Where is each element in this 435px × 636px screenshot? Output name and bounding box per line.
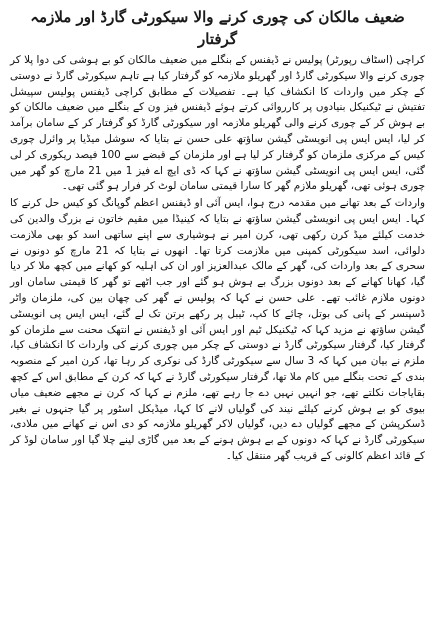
paragraph: واردات کے بعد تھانے میں مقدمہ درج ہوا، ایس آئی او ڈیفنس اعظم گوپانگ کو کیس حل کرنے کا کہا۔ ایس ایس پی انویسٹی گیشن ساؤتھ نے بتایا کہ کینیڈا میں مقیم خاتون نے بزرگ والدین کی خدمت کیلئے میڈ کرن رکھی تھی، کرن امیر نے ہوشیاری سے اپنے ساتھی اسد کو بھی ملازمت دلوائی، اسد سیکورٹی کمپنی میں ملازمت کرتا تھا۔ انھوں نے بتایا کہ 21 مارچ کو دونوں نے سحری کے بعد واردات کی، گھر کے مالک عبدالعزیز اور ان کی اہلیہ کو کھانے میں کچھ ملا کر دیا گیا، کھانا کھانے کے بعد دونوں بزرگ بے ہوش ہو گئے اور جب اٹھے تو گھر کا قیمتی سامان اور دونوں ملازم غائب تھے۔ علی حسن نے کہا کہ پولیس نے گھر کی چھان بین کی، ملزمان واٹر ڈسپنسر کے پانی کی بوتل، چائے کا کپ، ٹیبل پر رکھے برتن تک لے گئے، ایس ایس پی انویسٹی گیشن ساؤتھ نے مزید کہا کہ ٹیکنیکل ٹیم اور ایس آئی او ڈیفنس نے انتھک محنت سے ملزمان کو گرفتار کیا، گرفتار سیکورٹی گارڈ نے دوستی کے چکر میں چوری کرنے کی واردات کا انکشاف کیا، ملزم نے بیان میں کہا کہ 3 سال سے سیکورٹی گارڈ کی نوکری کر رہا تھا، کرن امیر کے منصوبہ بندی کے تحت بنگلے میں کام ملا تھا، گرفتار سیکورٹی گارڈ نے کہا کہ کرن کے مطابق اس کے کچھ بقایاجات نکلتے تھے، جو انہیں نہیں دے جا رہے تھے، ملزم نے کہا کہ کرن نے مجھے ضعیف میاں بیوی کو بے ہوش کرنے کیلئے نیند کی گولیاں لانے کا کہا، میڈیکل اسٹور پر گیا جنہوں نے بغیر ڈسکرپشن کے مجھے گولیاں دے دیں، گولیاں لاکر گھریلو ملازمہ کو دی اس نے کھانے میں ملادی، سیکورٹی گارڈ نے کہا کہ دونوں کے بے ہوش ہونے کے بعد میں گاڑی لینے چلا گیا اور سامان لوڈ کر کے قائد اعظم کالونی کے قریب گھر منتقل کیا۔ [10, 197, 426, 462]
article-body [10, 53, 425, 465]
paragraph: کراچی (اسٹاف رپورٹر) پولیس نے ڈیفنس کے بنگلے میں ضعیف مالکان کو بے ہوشی کی دوا پلا کر چوری کرنے والا سیکورٹی گارڈ اور گھریلو ملازمہ کو گرفتار کیا ہے تاہم سیکورٹی گارڈ نے دوستی کے چکر میں واردات کا انکشاف کیا ہے۔ تفصیلات کے مطابق کراچی ڈیفنس پولیس سپیشل تفتیش نے ٹیکنیکل بنیادوں پر کارروائی کرتے ہوئے ڈیفنس فیز ون کے بنگلے میں ضعیف مالکان کو بے ہوش کر کے چوری کرنے والی گھریلو ملازمہ اور سیکورٹی گارڈ کو گرفتار کر کے سامان برآمد کر لیا، ایس ایس پی انویسٹی گیشن ساؤتھ علی حسن نے بتایا کہ سوشل میڈیا پر وائرل چوری کیس کے مرکزی ملزمان کو گرفتار کر لیا ہے اور ملزمان کے قبضے سے 100 فیصد ریکوری کر لی گئی، ایس ایس پی انویسٹی گیشن ساؤتھ نے کہا کہ ڈی ایچ اے فیز 1 میں 21 مارچ کو گھر میں چوری ہوئی تھی، گھریلو ملازم گھر کا سارا قیمتی سامان لوٹ کر فرار ہو گئی تھی۔ [10, 54, 425, 193]
headline: ضعیف مالکان کی چوری کرنے والا سیکورٹی گارڈ اور ملازمہ گرفتار [30, 8, 405, 48]
